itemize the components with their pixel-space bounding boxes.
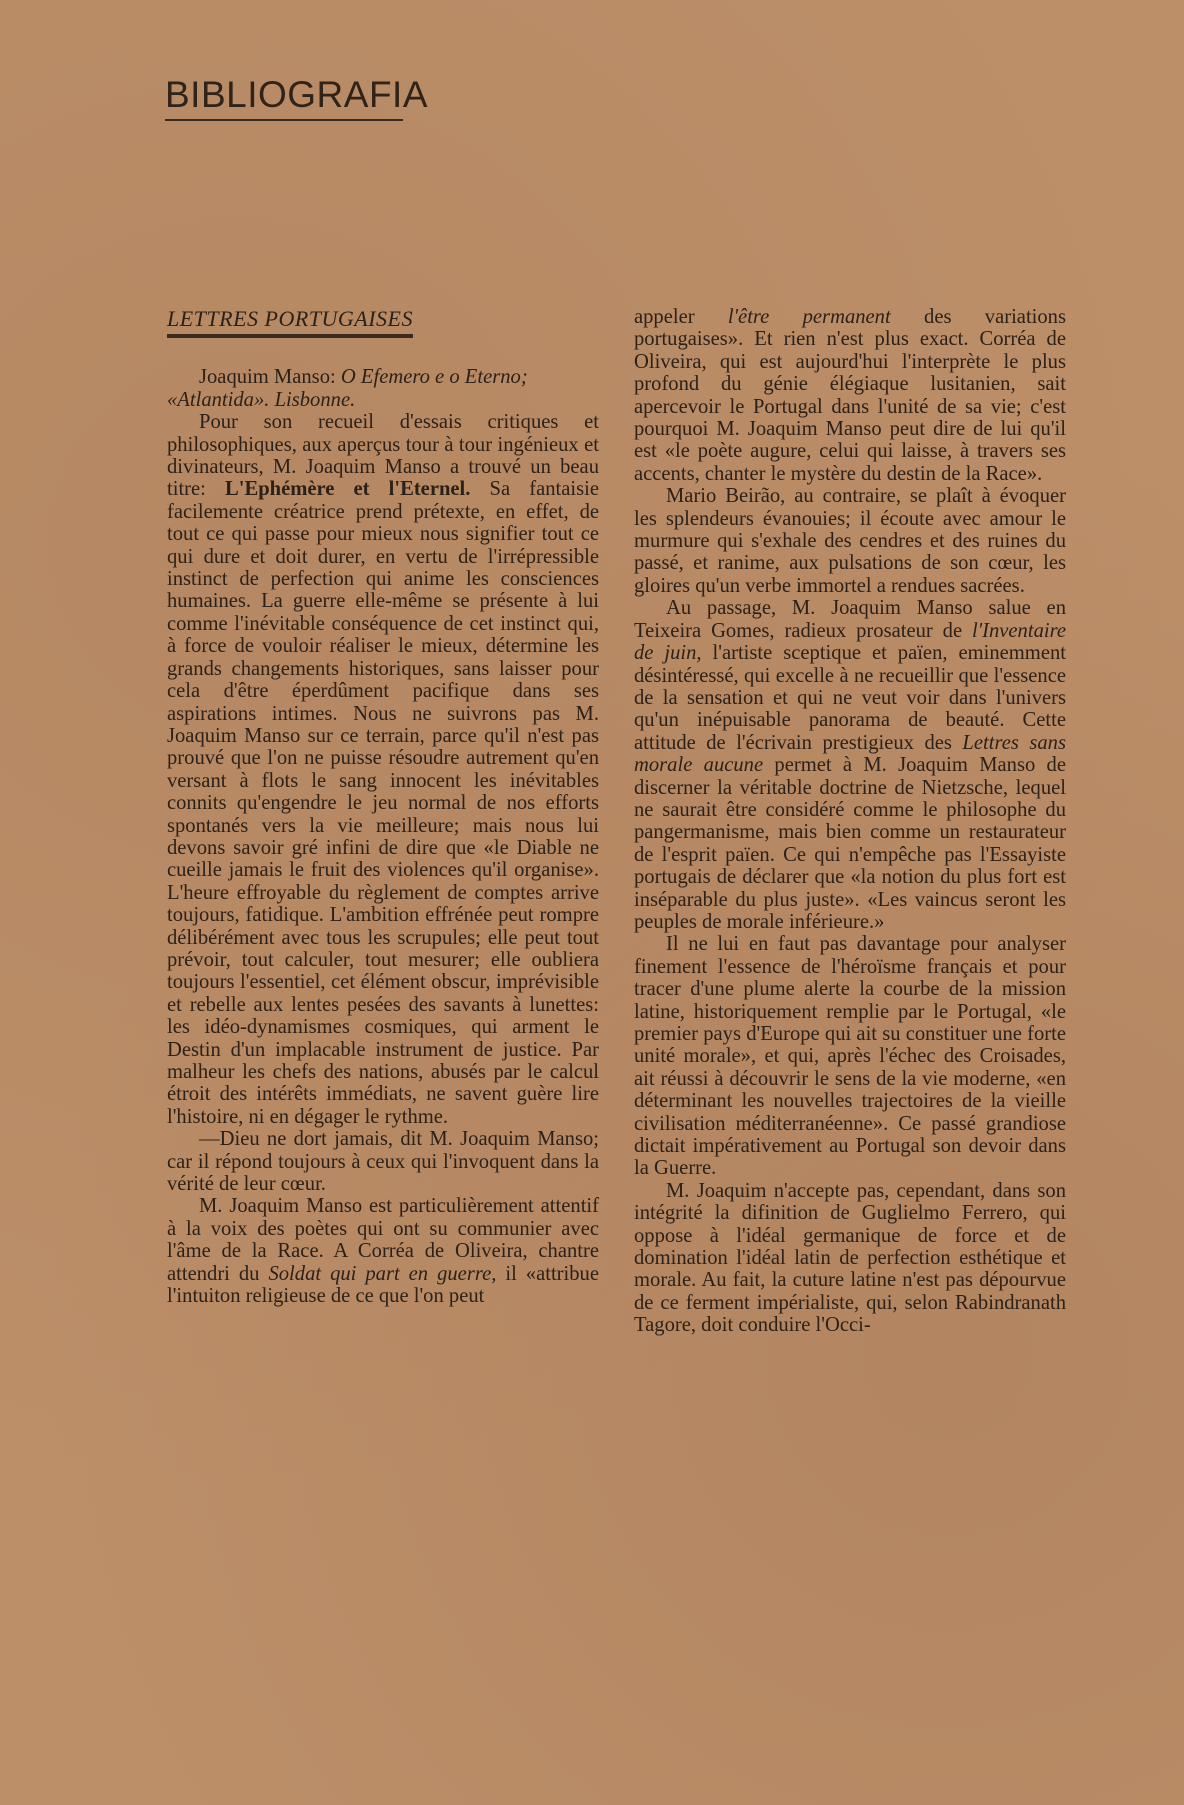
paragraph-text: il «attribue l'intuiton religieuse de ce que l'on peut	[167, 1262, 599, 1308]
right-column	[634, 306, 1066, 1337]
paragraph-text: Pour son recueil d'essais critiques et philosophiques, aux aperçus tour à tour ingénieux et divinateurs, M. Joaquim Manso a trouvé un beau titre:	[167, 411, 599, 501]
citation-author: Joaquim Manso:	[199, 366, 336, 389]
paragraph	[167, 1195, 599, 1307]
left-column	[167, 306, 599, 1307]
paragraph-text: M. Joaquim Manso est particulièrement attentif à la voix des poètes qui ont su communier avec l'âme de la Race. A Corréa de Oliveira, chantre attendri du	[167, 1195, 599, 1285]
heading-underline	[165, 119, 403, 121]
citation-work: O Efemero e o Eterno;	[340, 366, 528, 389]
paragraph	[634, 597, 1066, 933]
paragraph: Mario Beirão, au contraire, se plaît à évoquer les splendeurs évanouies; il écoute avec amour le murmure qui s'exhale des cendres et des ruines du passé, et ranime, aux pulsations de son cœur, les gloires qu'un verbe immortel a rendues sacrées.	[634, 485, 1066, 597]
paragraph-text: permet à M. Joaquim Manso de discerner la véritable doctrine de Nietzsche, lequel ne saurait être considéré comme le philosophe du pangermanisme, mais bien comme un restaurateur de l'esprit païen. Ce qui n'empêche pas l'Essayiste portugais de déclarer que «la notion du plus fort est inséparable du plus juste». «Les vaincus seront les peuples de morale inférieure.»	[634, 754, 1066, 933]
work-title-italic: Soldat qui part en guerre,	[268, 1262, 497, 1285]
paragraph: Il ne lui en faut pas davantage pour analyser finement l'essence de l'héroïsme français et pour tracer d'une plume alerte la courbe de la mission latine, historiquement remplie par le Portugal, «le premier pays d'Europe qui ait su constituer une forte unité morale», et qui, après l'échec des Croisades, ait réussi à découvrir le sens de la vie moderne, «en déterminant les nouvelles trajectoires de la vieille civilisation méditerranéenne». Ce passé grandiose dictait impérativement au Portugal son devoir dans la Guerre.	[634, 933, 1066, 1180]
paragraph-text: l'artiste sceptique et païen, eminemment désintéressé, qui excelle à ne recueillir que l'essence de la sensation et qui ne veut voir dans l'univers qu'un inépuisable panorama de beauté. Cette attitude de l'écrivain prestigieux des	[634, 642, 1066, 754]
paragraph-text: appeler	[634, 306, 728, 328]
paragraph: —Dieu ne dort jamais, dit M. Joaquim Manso; car il répond toujours à ceux qui l'invoquent dans la vérité de leur cœur.	[167, 1128, 599, 1196]
citation-publication: «Atlantida».	[167, 388, 270, 411]
work-title-italic: Lettres sans morale aucune	[634, 731, 1066, 777]
citation-place: Lisbonne.	[274, 388, 356, 411]
book-citation	[167, 366, 599, 411]
paragraph-text: des variations portugaises». Et rien n'est plus exact. Corréa de Oliveira, qui est aujourd'hui l'interprète le plus profond du génie élégiaque lusitanien, sait apercevoir le Portugal dans l'unité de sa vie; c'est pourquoi M. Joaquim Manso peut dire de lui qu'il est «le poète augure, celui qui laisse, à travers ses accents, chanter le mystère du destin de la Race».	[634, 306, 1066, 485]
paragraph: M. Joaquim n'accepte pas, cependant, dans son intégrité la difinition de Guglielmo Ferrero, qui oppose à l'idéal germanique de force et de domination l'idéal latin de perfection esthétique et morale. Au fait, la cuture latine n'est pas dépourvue de ce ferment impérialiste, qui, selon Rabindranath Tagore, doit conduire l'Occi-	[634, 1179, 1066, 1337]
paragraph-text: Sa fantaisie facilemente créatrice prend prétexte, en effet, de tout ce qui passe pour mieux nous signifier tout ce qui dure et doit durer, en vertu de l'irrépressible instinct de perfection qui anime les consciences humaines. La guerre elle-même se présente à lui comme l'inévitable conséquence de cet instinct qui, à force de vouloir réaliser le mieux, détermine les grands changements historiques, sans laisser pour cela d'être éperdûment pacifique dans ses aspirations intimes. Nous ne suivrons pas M. Joaquim Manso sur ce terrain, parce qu'il n'est pas prouvé que l'on ne puisse résoudre autrement qu'en versant à flots le sang innocent les inévitables connits qu'engendre le jeu normal de nos efforts spontanés vers la vie meilleure; mais nous lui devons savoir gré infini de dire que «le Diable ne cueille jamais le fruit des violences qu'il organise». L'heure effroyable du règlement de comptes arrive toujours, fatidique. L'ambition effrénée peut rompre délibérément avec tous les scrupules; elle peut tout prévoir, tout calculer, tout mesurer; elle oubliera toujours l'essentiel, cet élément obscur, imprévisible et rebelle aux lentes pesées des savants à lunettes: les idéo-dynamismes cosmiques, qui arment le Destin d'un implacable instrument de justice. Par malheur les chefs des nations, abusés par le calcul étroit des intérêts immédiats, ne savent guère lire l'histoire, ni en dégager le rythme.	[167, 478, 599, 1128]
section-title: LETTRES PORTUGAISES	[167, 308, 413, 338]
book-title-bold: L'Ephémère et l'Eternel.	[225, 478, 471, 501]
paragraph	[167, 411, 599, 1128]
paragraph-text: Au passage, M. Joaquim Manso salue en Teixeira Gomes, radieux prosateur de	[634, 597, 1066, 642]
work-title-italic: l'Inventaire de juin,	[634, 619, 1066, 665]
phrase-italic: l'être permanent	[727, 306, 891, 328]
page-heading: BIBLIOGRAFIA	[165, 74, 429, 115]
paragraph	[634, 306, 1066, 485]
